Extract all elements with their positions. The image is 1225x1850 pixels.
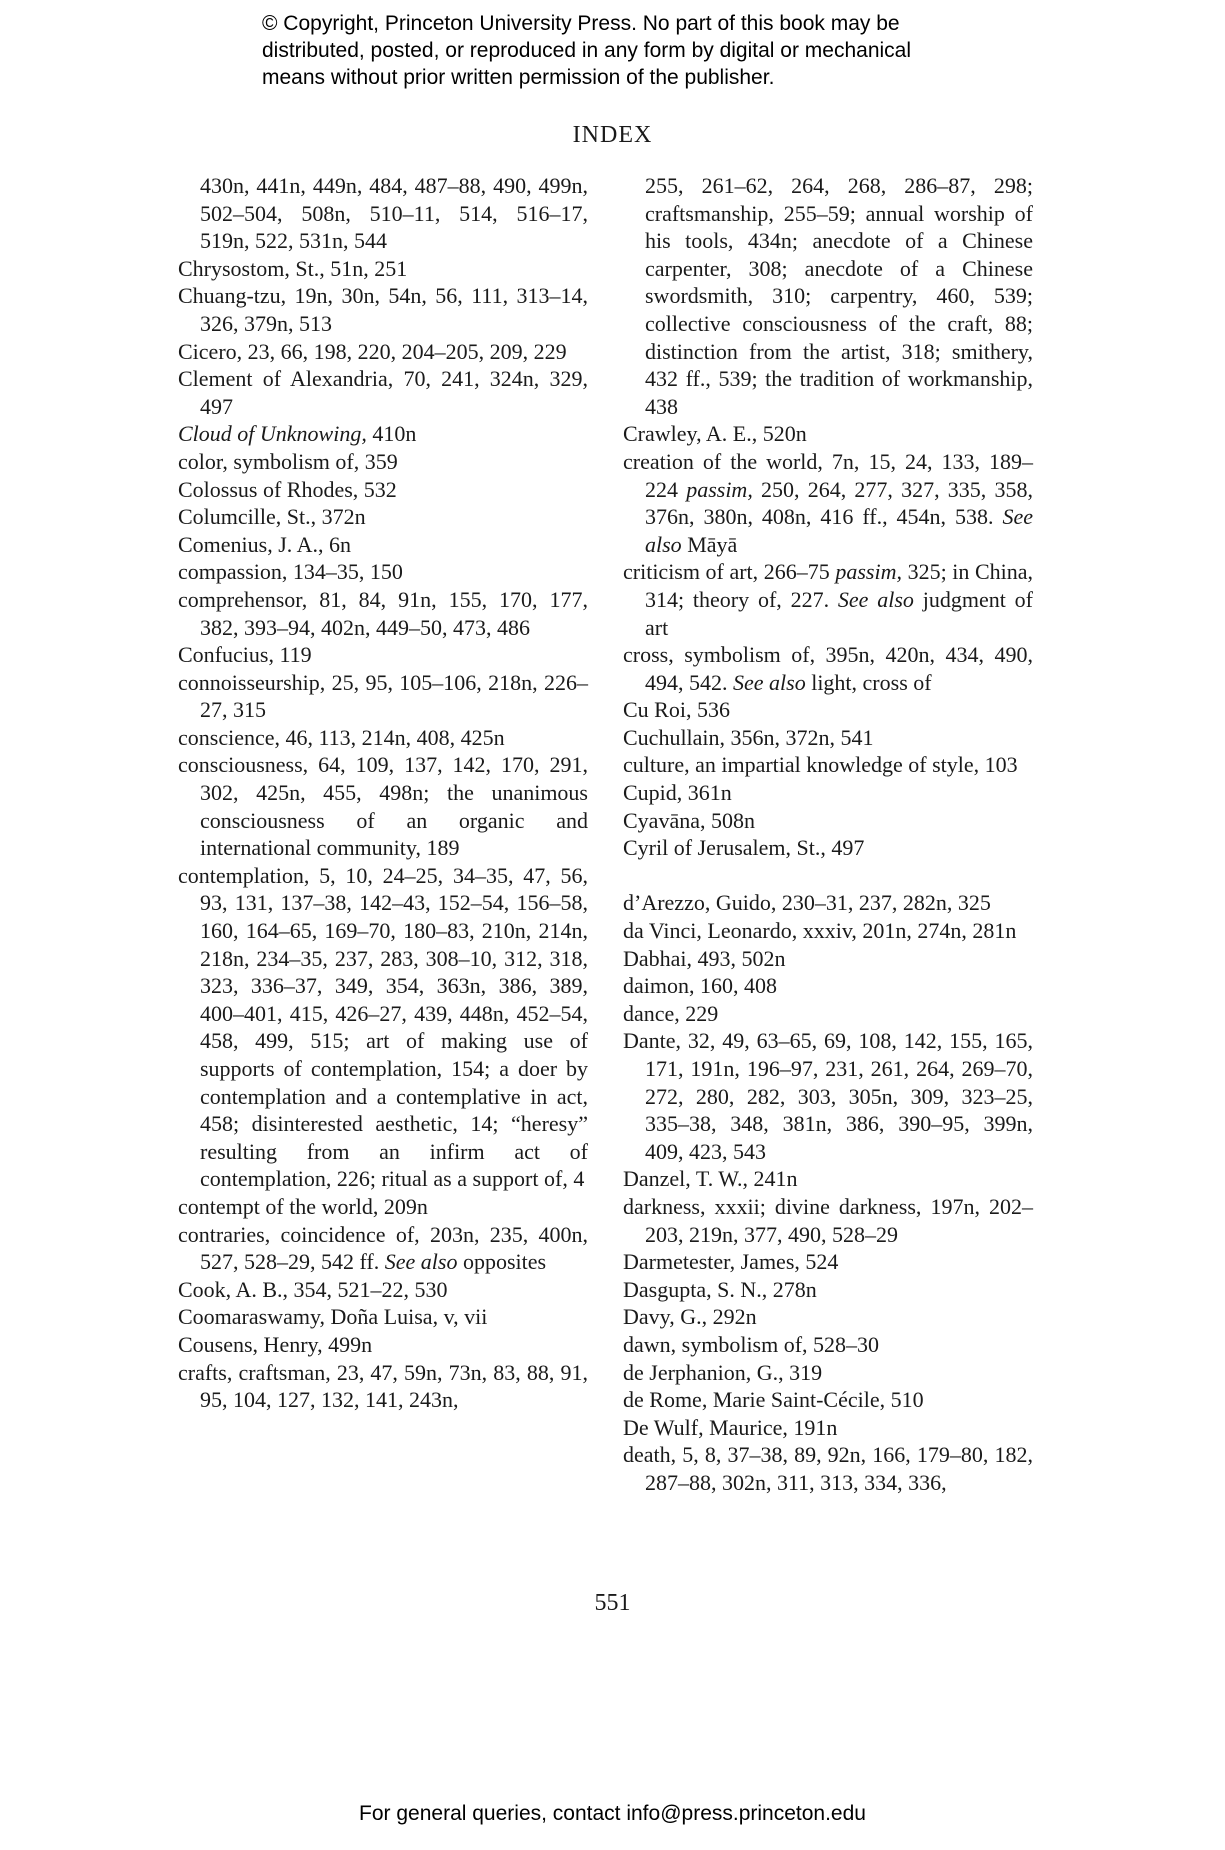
index-entry [178, 1303, 588, 1331]
index-entry-text: light, cross of [805, 669, 932, 695]
index-entry-text: Cu Roi, 536 [623, 697, 730, 723]
copyright-line: distributed, posted, or reproduced in any form by digital or mechanical [262, 39, 912, 62]
index-entry [178, 420, 588, 448]
index-entry-text: Dasgupta, S. N., 278n [623, 1276, 817, 1302]
index-entry [623, 779, 1033, 807]
index-entry [178, 862, 588, 1193]
index-entry-text: Davy, G., 292n [623, 1304, 757, 1330]
index-entry-text: Danzel, T. W., 241n [623, 1166, 798, 1192]
index-entry [623, 172, 1033, 420]
index-entry-italic: passim, [829, 559, 902, 585]
index-entry-text: Cupid, 361n [623, 780, 732, 806]
index-entry [623, 641, 1033, 696]
index-entry [623, 1331, 1033, 1359]
index-entry [178, 558, 588, 586]
index-entry [178, 172, 588, 255]
index-entry-text: de Rome, Marie Saint-Cécile, 510 [623, 1387, 924, 1413]
index-entry-text: compassion, 134–35, 150 [178, 559, 403, 585]
copyright-line: means without prior written permission of the publisher. [262, 66, 775, 89]
index-column-left [178, 172, 588, 1414]
index-entry-text: Dante, 32, 49, 63–65, 69, 108, 142, 155, 165, 171, 191n, 196–97, 231, 261, 264, 269–70, 272, 280, 282, 303, 305n, 309, 323–25, 335–38, 348, 381n, 386, 390–95, 399n, 409, 423, 543 [623, 1028, 1033, 1164]
index-entry [178, 1193, 588, 1221]
index-entry-italic: See also [727, 669, 806, 695]
index-entry [178, 669, 588, 724]
index-entry [178, 1331, 588, 1359]
index-entry-text: Darmetester, James, 524 [623, 1249, 839, 1275]
index-entry-text: darkness, xxxii; divine darkness, 197n, 202–203, 219n, 377, 490, 528–29 [623, 1193, 1033, 1247]
index-entry [178, 503, 588, 531]
index-entry [178, 724, 588, 752]
index-entry-text: Cyavāna, 508n [623, 807, 755, 833]
index-entry-text: Cuchullain, 356n, 372n, 541 [623, 724, 874, 750]
index-entry-text: Crawley, A. E., 520n [623, 421, 807, 447]
index-entry-text: Chuang-tzu, 19n, 30n, 54n, 56, 111, 313–14, 326, 379n, 513 [178, 283, 588, 336]
index-entry-italic: See also [645, 504, 1034, 557]
index-entry-text: contemplation, 5, 10, 24–25, 34–35, 47, 56, 93, 131, 137–38, 142–43, 152–54, 156–58, 160, 164–65, 169–70, 180–83, 210n, 214n, 218n, 234–35, 237, 283, 308–10, 312, 318, 323, 336–37, 349, 354, 363n, 386, 389, 400–401, 415, 426–27, 439, 448n, 452–54, 458, 499, 515; art of making use of supports of contemplation, 154; a doer by contemplation and a contemplative in act, 458; disinterested aesthetic, 14; “heresy” resulting from an infirm act of contemplation, 226; ritual as a support of, 4 [178, 862, 588, 1192]
page-title: INDEX [572, 122, 653, 148]
index-entry-text: Confucius, 119 [178, 642, 312, 668]
index-entry [623, 1303, 1033, 1331]
index-entry [178, 448, 588, 476]
index-entry-text: Clement of Alexandria, 70, 241, 324n, 329, 497 [178, 366, 588, 419]
index-entry [178, 641, 588, 669]
index-entry [623, 448, 1033, 558]
index-entry-text: Cicero, 23, 66, 198, 220, 204–205, 209, 229 [178, 338, 567, 364]
index-entry [623, 1414, 1033, 1442]
index-entry [623, 1386, 1033, 1414]
index-entry [178, 476, 588, 504]
index-entry-text: 255, 261–62, 264, 268, 286–87, 298; craftsmanship, 255–59; annual worship of his tools, 434n; anecdote of a Chinese carpenter, 308; anecdote of a Chinese swordsmith, 310; carpentry, 460, 539; collective consciousness of the craft, 88; distinction from the artist, 318; smithery, 432 ff., 539; the tradition of workmanship, 438 [645, 173, 1033, 419]
page-number: 551 [594, 1590, 631, 1616]
index-entry-text: d’Arezzo, Guido, 230–31, 237, 282n, 325 [623, 890, 991, 916]
index-entry-italic: See also [829, 586, 914, 612]
index-entry-text: cross, symbolism of, 395n, 420n, 434, 490, 494, 542. [623, 642, 1033, 695]
index-entry-text: Cook, A. B., 354, 521–22, 530 [178, 1276, 448, 1302]
index-entry-text: De Wulf, Maurice, 191n [623, 1414, 838, 1440]
index-entry [623, 917, 1033, 945]
index-entry [178, 586, 588, 641]
index-entry [178, 282, 588, 337]
index-entry [178, 1221, 588, 1276]
index-entry-text: daimon, 160, 408 [623, 973, 777, 999]
index-entry-text: Chrysostom, St., 51n, 251 [178, 255, 408, 281]
index-entry [178, 1359, 588, 1414]
index-entry [623, 420, 1033, 448]
index-entry [623, 834, 1033, 862]
index-entry [623, 696, 1033, 724]
index-entry [623, 972, 1033, 1000]
index-entry [623, 1276, 1033, 1304]
footer-contact: For general queries, contact info@press.princeton.edu [359, 1802, 866, 1825]
index-entry-text: consciousness, 64, 109, 137, 142, 170, 291, 302, 425n, 455, 498n; the unanimous consciousness of an organic and international community, 189 [178, 752, 588, 861]
index-entry [623, 1027, 1033, 1165]
index-column-right [623, 172, 1033, 1497]
index-entry-text: creation of the world, 7n, 15, 24, 133, 189–224 [623, 448, 1033, 502]
index-entry-text: color, symbolism of, 359 [178, 448, 398, 474]
index-entry-text: crafts, craftsman, 23, 47, 59n, 73n, 83, 88, 91, 95, 104, 127, 132, 141, 243n, [178, 1359, 588, 1413]
index-entry-text: 250, 264, 277, 327, 335, 358, 376n, 380n, 408n, 416 ff., 454n, 538. [645, 476, 1034, 530]
index-entry-text: dance, 229 [623, 1000, 719, 1026]
index-entry [623, 1165, 1033, 1193]
index-entry-text: Coomaraswamy, Doña Luisa, v, vii [178, 1304, 488, 1330]
index-entry-text: 325; in China, 314; theory of, 227. [645, 559, 1034, 612]
index-entry [623, 1193, 1033, 1248]
index-entry [623, 1000, 1033, 1028]
index-entry [178, 1276, 588, 1304]
index-entry [623, 889, 1033, 917]
index-entry-text: Cousens, Henry, 499n [178, 1331, 373, 1357]
index-entry-text: opposites [457, 1249, 547, 1275]
index-entry-text: Colossus of Rhodes, 532 [178, 476, 397, 502]
index-entry [178, 255, 588, 283]
index-entry [623, 724, 1033, 752]
index-entry [623, 1441, 1033, 1496]
copyright-notice [262, 10, 1022, 91]
index-entry [623, 751, 1033, 779]
index-entry-text: Comenius, J. A., 6n [178, 531, 351, 557]
copyright-line: © Copyright, Princeton University Press. No part of this book may be [262, 12, 900, 35]
index-entry [623, 1359, 1033, 1387]
index-entry-text: contraries, coincidence of, 203n, 235, 400n, 527, 528–29, 542 ff. [178, 1221, 588, 1275]
index-entry [623, 1248, 1033, 1276]
index-entry-text: contempt of the world, 209n [178, 1193, 428, 1219]
index-entry-italic: See also [379, 1249, 458, 1275]
index-entry [178, 531, 588, 559]
index-entry-text: connoisseurship, 25, 95, 105–106, 218n, 226–27, 315 [178, 669, 588, 723]
index-entry-text: culture, an impartial knowledge of style, 103 [623, 752, 1018, 778]
index-entry-text: judgment of art [645, 586, 1033, 640]
index-entry-text: conscience, 46, 113, 214n, 408, 425n [178, 724, 505, 750]
index-entry-text: comprehensor, 81, 84, 91n, 155, 170, 177, 382, 393–94, 402n, 449–50, 473, 486 [178, 586, 588, 640]
index-entry [178, 751, 588, 861]
index-entry-text: criticism of art, 266–75 [623, 559, 830, 585]
index-entry-text: death, 5, 8, 37–38, 89, 92n, 166, 179–80, 182, 287–88, 302n, 311, 313, 334, 336, [623, 1442, 1033, 1495]
index-entry [178, 365, 588, 420]
index-entry-text: 430n, 441n, 449n, 484, 487–88, 490, 499n, 502–504, 508n, 510–11, 514, 516–17, 519n, 522, 531n, 544 [200, 173, 588, 254]
index-entry-text: Dabhai, 493, 502n [623, 945, 786, 971]
index-entry [178, 338, 588, 366]
index-entry-text: Cyril of Jerusalem, St., 497 [623, 835, 865, 861]
index-entry-text: 410n [366, 421, 417, 447]
index-entry-italic: Cloud of Unknowing, [178, 421, 367, 447]
index-entry-text: dawn, symbolism of, 528–30 [623, 1331, 880, 1357]
index-entry-text: Columcille, St., 372n [178, 504, 366, 530]
index-entry-text: da Vinci, Leonardo, xxxiv, 201n, 274n, 281n [623, 918, 1017, 944]
index-entry-italic: passim, [678, 476, 753, 502]
index-entry [623, 558, 1033, 641]
index-entry-text: Māyā [681, 531, 738, 557]
index-entry [623, 807, 1033, 835]
index-entry-text: de Jerphanion, G., 319 [623, 1359, 823, 1385]
index-entry [623, 945, 1033, 973]
